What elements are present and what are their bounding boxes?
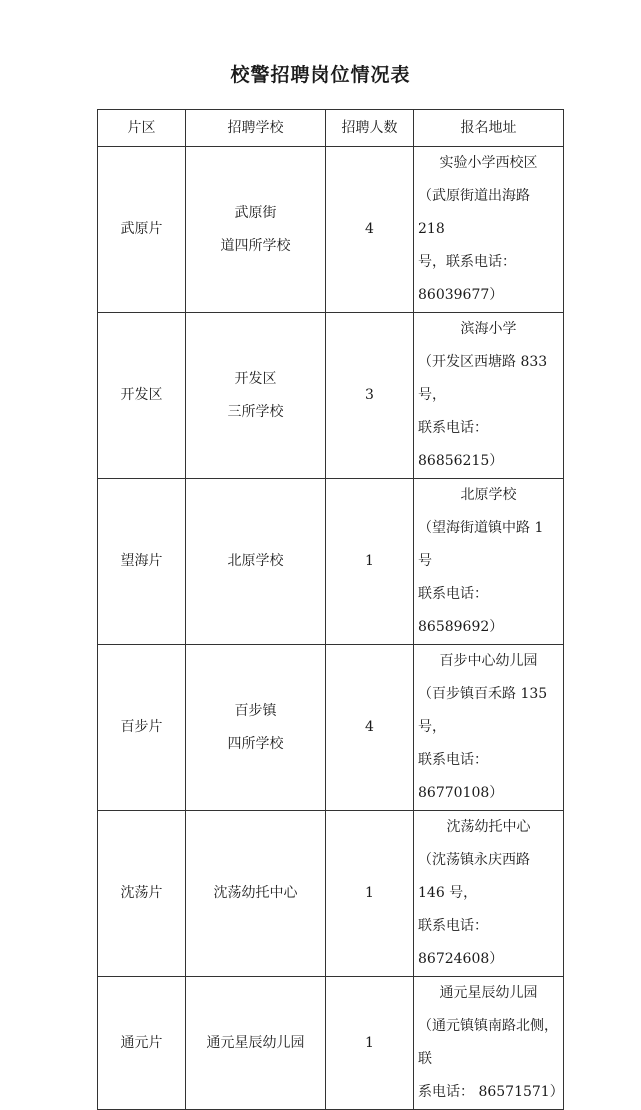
- school-line: 沈荡幼托中心: [213, 885, 298, 901]
- address-line: （沈荡镇永庆西路 146 号，: [418, 852, 530, 901]
- address-line: 号，联系电话：86039677）: [418, 254, 516, 303]
- count-cell: 4: [326, 147, 414, 313]
- school-line: 武原街: [234, 204, 277, 221]
- address-cell: [414, 645, 564, 811]
- table-row: [98, 313, 564, 479]
- address-cell: [414, 977, 564, 1110]
- address-line: 实验小学西校区: [439, 155, 538, 171]
- header-school: 招聘学校: [186, 110, 326, 147]
- address-line: 联系电话： 86589692）: [418, 586, 504, 635]
- address-cell: [414, 147, 564, 313]
- address-line: （开发区西塘路 833 号，: [418, 354, 548, 403]
- school-line: 百步镇: [234, 702, 277, 719]
- table-row: [98, 811, 564, 977]
- address-line: （通元镇镇南路北侧，联: [418, 1018, 558, 1067]
- area-cell: 开发区: [98, 313, 186, 479]
- school-cell: [186, 977, 326, 1110]
- address-cell: [414, 811, 564, 977]
- area-cell: 望海片: [98, 479, 186, 645]
- header-area: 片区: [98, 110, 186, 147]
- address-line: 百步中心幼儿园: [439, 653, 538, 669]
- address-line: 联系电话： 86770108）: [418, 752, 504, 801]
- area-cell: 通元片: [98, 977, 186, 1110]
- count-cell: 4: [326, 645, 414, 811]
- count-cell: 1: [326, 977, 414, 1110]
- table-row: [98, 147, 564, 313]
- count-cell: 1: [326, 479, 414, 645]
- table-row: [98, 977, 564, 1110]
- school-line: 通元星辰幼儿园: [206, 1034, 305, 1051]
- count-cell: 1: [326, 811, 414, 977]
- address-cell: [414, 313, 564, 479]
- school-cell: [186, 645, 326, 811]
- address-line: 滨海小学: [460, 321, 517, 337]
- table-row: [98, 645, 564, 811]
- address-line: 联系电话： 86724608）: [418, 918, 504, 967]
- table-row: [98, 479, 564, 645]
- address-line: 北原学校: [460, 487, 517, 503]
- school-cell: [186, 313, 326, 479]
- page-title: 校警招聘岗位情况表: [230, 64, 411, 86]
- address-line: （武原街道出海路 218: [418, 188, 530, 237]
- address-line: 系电话： 86571571）: [418, 1084, 564, 1100]
- address-line: （望海街道镇中路 1 号: [418, 520, 544, 569]
- area-cell: 武原片: [98, 147, 186, 313]
- school-line: 开发区: [234, 370, 277, 387]
- school-line: 北原学校: [227, 553, 284, 569]
- table-header-row: [98, 110, 564, 147]
- address-line: 沈荡幼托中心: [446, 819, 531, 835]
- count-cell: 3: [326, 313, 414, 479]
- school-line: 四所学校: [227, 735, 284, 752]
- address-line: 通元星辰幼儿园: [439, 985, 538, 1001]
- address-cell: [414, 479, 564, 645]
- header-address: 报名地址: [414, 110, 564, 147]
- recruitment-table: [97, 109, 564, 1110]
- address-line: （百步镇百禾路 135 号，: [418, 686, 548, 735]
- address-line: 联系电话： 86856215）: [418, 420, 504, 469]
- school-line: 三所学校: [227, 403, 284, 420]
- school-cell: [186, 147, 326, 313]
- header-count: 招聘人数: [326, 110, 414, 147]
- school-line: 道四所学校: [220, 237, 291, 254]
- area-cell: 沈荡片: [98, 811, 186, 977]
- school-cell: [186, 811, 326, 977]
- area-cell: 百步片: [98, 645, 186, 811]
- school-cell: [186, 479, 326, 645]
